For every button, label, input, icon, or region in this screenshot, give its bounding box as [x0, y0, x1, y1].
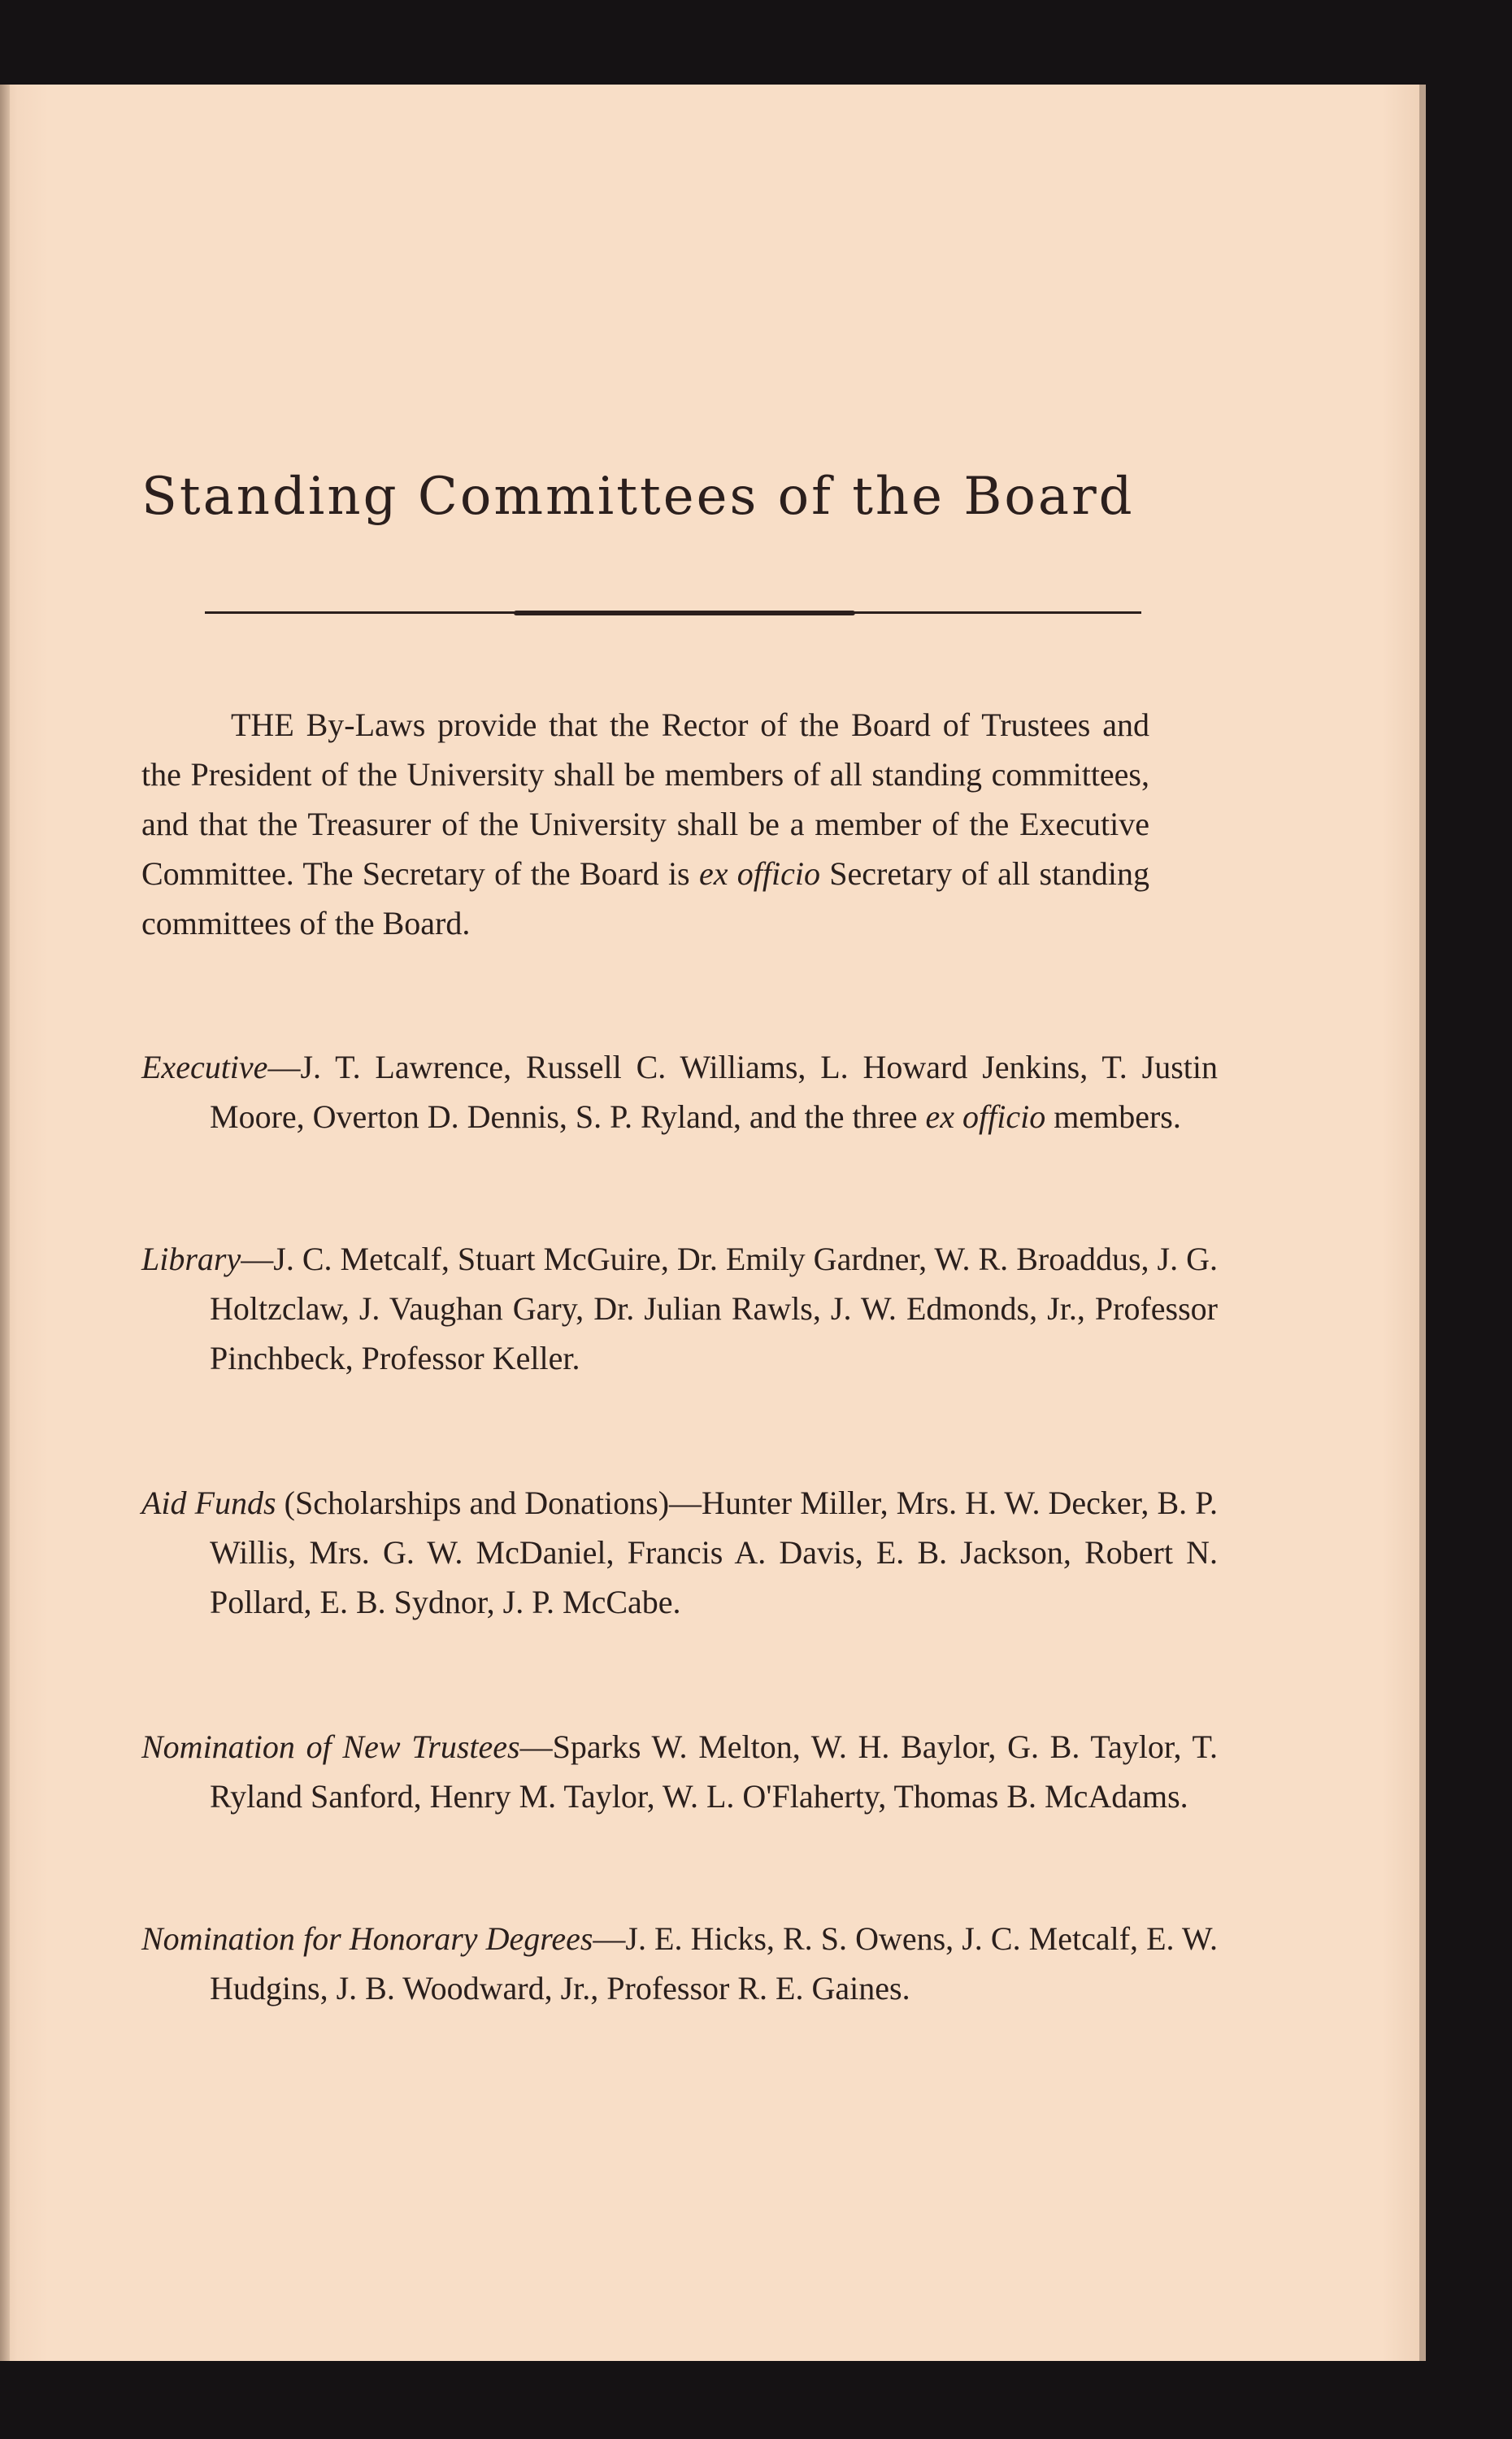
page-gutter-shadow: [0, 85, 10, 2361]
intro-paragraph: [141, 700, 1149, 948]
committee-members: —Sparks W. Melton, W. H. Baylor, G. B. Taylor, T. Ryland Sanford, Henry M. Taylor, W. L. O'Flaherty, Thomas B. McAdams.: [210, 1728, 1218, 1815]
committee-name: Aid Funds: [141, 1485, 276, 1521]
page-edge: [1419, 85, 1426, 2361]
intro-italic-term: ex officio: [698, 855, 820, 892]
committee-executive: [141, 1042, 1218, 1141]
committee-name: Executive: [141, 1049, 268, 1085]
committee-name: Library: [141, 1241, 241, 1277]
book-page: [0, 85, 1419, 2361]
committee-aid-funds: [141, 1478, 1218, 1627]
committee-name: Nomination for Honorary Degrees: [141, 1920, 593, 1957]
committee-members-end: members.: [1045, 1098, 1181, 1135]
committee-nomination-honorary: [141, 1914, 1218, 2013]
committee-members: —J. T. Lawrence, Russell C. Williams, L. Howard Jenkins, T. Justin Moore, Overton D. Dennis, S. P. Ryland, and the three: [210, 1049, 1218, 1135]
committee-members-italic: ex officio: [925, 1098, 1046, 1135]
intro-text-start: THE By-Laws provide that the Rector of the Board of Trustees and the President of the University shall be members of all standing committees, and that the Treasurer of the University shall be a member of the Executive Committee. The Secretary of the Board is: [141, 706, 1149, 892]
committee-name: Nomination of New Trustees: [141, 1728, 520, 1765]
committee-nomination-trustees: [141, 1722, 1218, 1821]
committee-members: (Scholarships and Donations)—Hunter Miller, Mrs. H. W. Decker, B. P. Willis, Mrs. G. W. McDaniel, Francis A. Davis, E. B. Jackson, Robert N. Pollard, E. B. Sydnor, J. P. McCabe.: [210, 1485, 1218, 1620]
committee-members: —J. C. Metcalf, Stuart McGuire, Dr. Emily Gardner, W. R. Broaddus, J. G. Holtzclaw, J. Vaughan Gary, Dr. Julian Rawls, J. W. Edmonds, Jr., Professor Pinchbeck, Professor Keller.: [210, 1241, 1218, 1376]
intro-text-end: Secretary of all standing committees of the Board.: [141, 855, 1149, 941]
title-rule: [205, 610, 1141, 616]
committee-library: [141, 1234, 1218, 1383]
page-title: Standing Committees of the Board: [141, 467, 1135, 527]
committee-members: —J. E. Hicks, R. S. Owens, J. C. Metcalf, E. W. Hudgins, J. B. Woodward, Jr., Professor R. E. Gaines.: [210, 1920, 1218, 2006]
